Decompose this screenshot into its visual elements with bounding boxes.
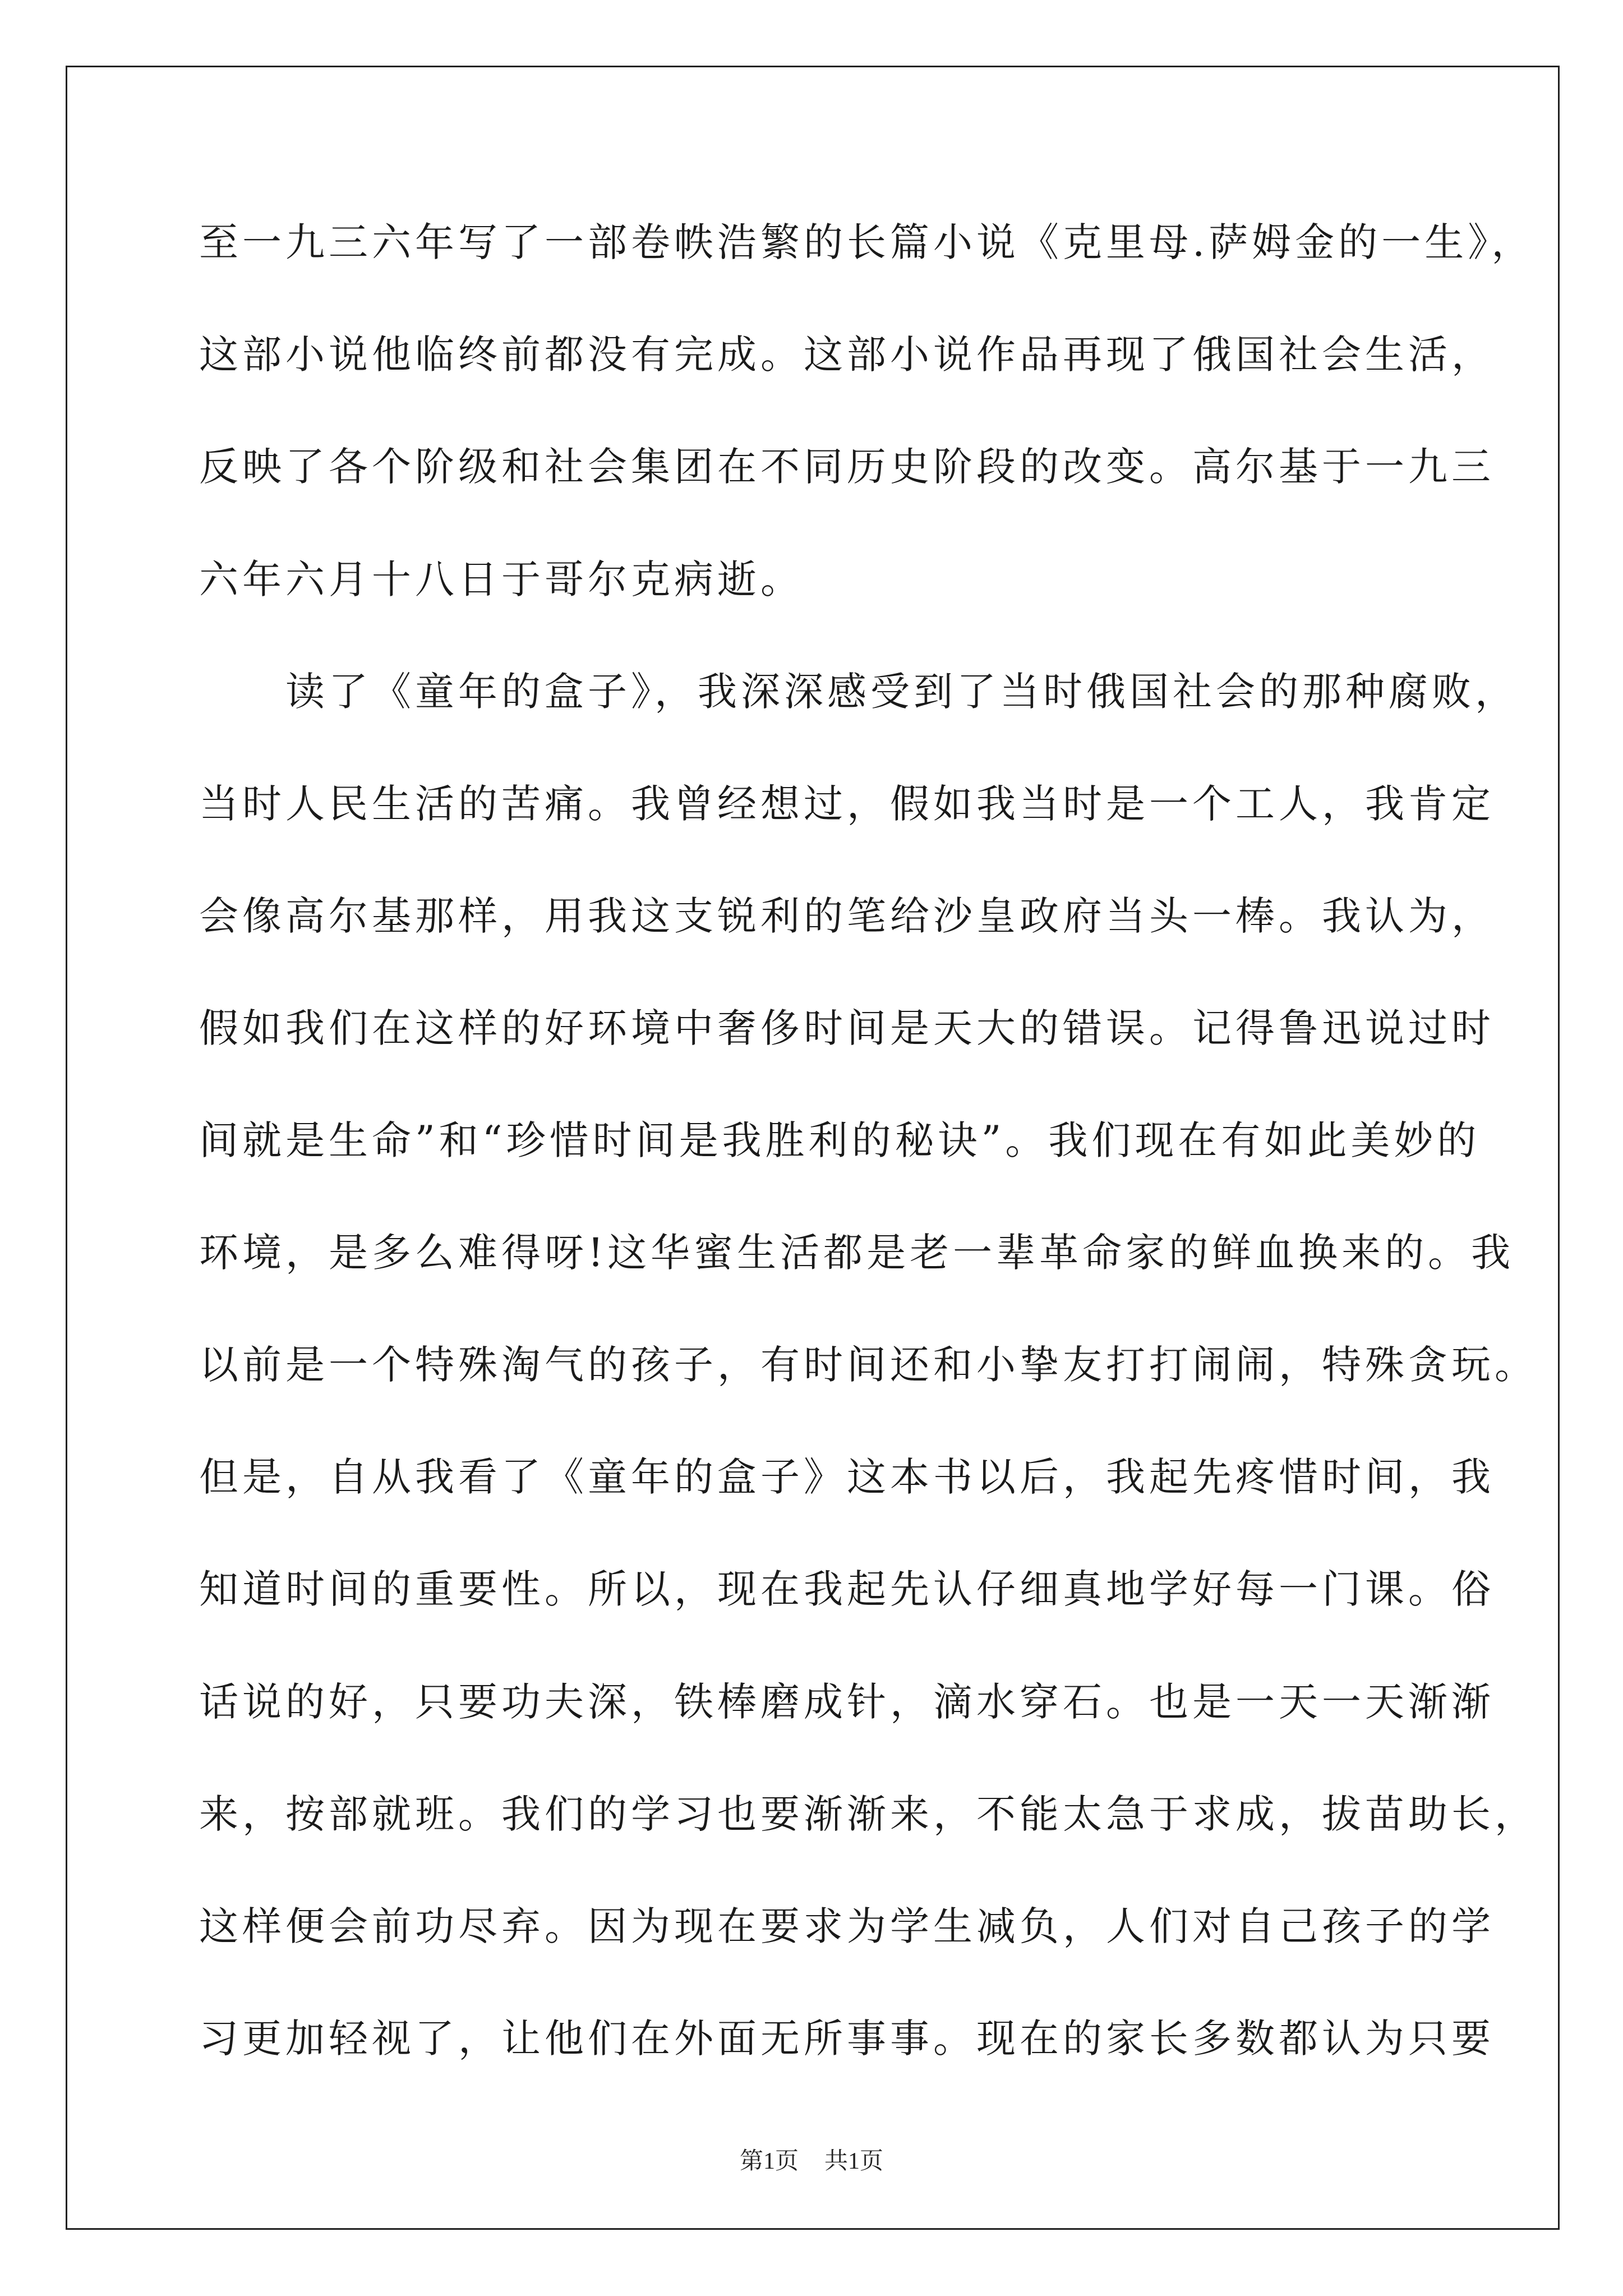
text-line: 但是，自从我看了《童年的盒子》这本书以后，我起先疼惜时间，我	[199, 1454, 1495, 1500]
text-line: 至一九三六年写了一部卷帙浩繁的长篇小说《克里母.萨姆金的一生》，	[199, 219, 1535, 265]
page-total: 共1页	[824, 2148, 884, 2174]
text-line: 反映了各个阶级和社会集团在不同历史阶段的改变。高尔基于一九三	[199, 444, 1495, 490]
text-line: 当时人民生活的苦痛。我曾经想过，假如我当时是一个工人，我肯定	[199, 781, 1495, 827]
text-line: 以前是一个特殊淘气的孩子，有时间还和小挚友打打闹闹，特殊贪玩。	[199, 1342, 1538, 1388]
text-line: 话说的好，只要功夫深，铁棒磨成针，滴水穿石。也是一天一天渐渐	[199, 1679, 1495, 1725]
text-line: 知道时间的重要性。所以，现在我起先认仔细真地学好每一门课。俗	[199, 1566, 1495, 1612]
text-line: 假如我们在这样的好环境中奢侈时间是天大的错误。记得鲁迅说过时	[199, 1005, 1495, 1051]
text-line: 这样便会前功尽弃。因为现在要求为学生减负，人们对自己孩子的学	[199, 1903, 1495, 1949]
text-line: 来，按部就班。我们的学习也要渐渐来，不能太急于求成，拔苗助长，	[199, 1791, 1538, 1837]
text-line: 读了《童年的盒子》，我深深感受到了当时俄国社会的那种腐败，	[199, 669, 1518, 715]
page-number: 第1页	[739, 2148, 799, 2174]
page-footer	[0, 2147, 1623, 2175]
text-line: 六年六月十八日于哥尔克病逝。	[199, 556, 804, 602]
text-line: 间就是生命”和“珍惜时间是我胜利的秘诀”。我们现在有如此美妙的	[199, 1117, 1481, 1163]
text-line: 这部小说他临终前都没有完成。这部小说作品再现了俄国社会生活，	[199, 332, 1495, 378]
text-line: 习更加轻视了，让他们在外面无所事事。现在的家长多数都认为只要	[199, 2016, 1495, 2062]
text-line: 环境，是多么难得呀!这华蜜生活都是老一辈革命家的鲜血换来的。我	[199, 1230, 1515, 1276]
text-line: 会像高尔基那样，用我这支锐利的笔给沙皇政府当头一棒。我认为，	[199, 893, 1495, 939]
